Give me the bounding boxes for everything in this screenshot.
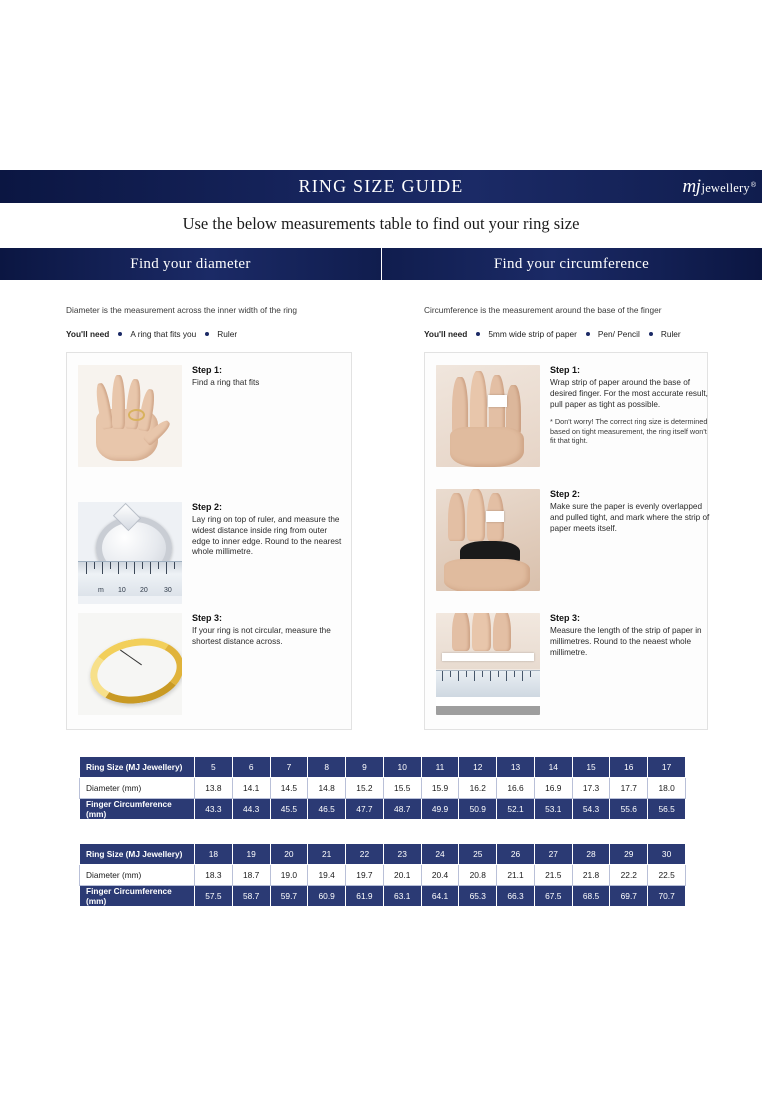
cell-circumference: 60.9 bbox=[308, 886, 346, 907]
cell-diameter: 19.0 bbox=[270, 865, 308, 886]
cell-circumference: 55.6 bbox=[610, 799, 648, 820]
circumference-step-1 bbox=[436, 365, 710, 467]
table-row bbox=[80, 865, 686, 886]
circumference-need-item-0: 5mm wide strip of paper bbox=[488, 329, 577, 339]
diameter-need-item-0: A ring that fits you bbox=[130, 329, 197, 339]
cell-circumference: 44.3 bbox=[232, 799, 270, 820]
bullet-icon bbox=[118, 332, 122, 336]
diameter-step-1-title: Step 1: bbox=[192, 365, 223, 375]
cell-ring-size: 9 bbox=[346, 757, 384, 778]
diameter-step-2-body: Lay ring on top of ruler, and measure the widest distance inside ring from outer edge to inner edge. Round to the nearest whole millimetre. bbox=[192, 515, 342, 557]
table-row bbox=[80, 778, 686, 799]
row-label-circumference: Finger Circumference (mm) bbox=[80, 799, 195, 820]
cell-diameter: 22.5 bbox=[648, 865, 686, 886]
cell-diameter: 13.8 bbox=[195, 778, 233, 799]
cell-ring-size: 6 bbox=[232, 757, 270, 778]
cell-circumference: 57.5 bbox=[195, 886, 233, 907]
subtitle-row bbox=[0, 203, 762, 245]
subtitle-text: Use the below measurements table to find out your ring size bbox=[182, 214, 580, 233]
row-label-diameter: Diameter (mm) bbox=[80, 865, 195, 886]
circumference-step-2-body: Make sure the paper is evenly overlapped and pulled tight, and mark where the strip of paper meets itself. bbox=[550, 502, 710, 533]
cell-diameter: 14.5 bbox=[270, 778, 308, 799]
cell-ring-size: 10 bbox=[383, 757, 421, 778]
diameter-need-item-1: Ruler bbox=[217, 329, 238, 339]
cell-ring-size: 29 bbox=[610, 844, 648, 865]
diameter-step-1 bbox=[78, 365, 342, 467]
brand-logo bbox=[683, 176, 756, 198]
row-label-circumference: Finger Circumference (mm) bbox=[80, 886, 195, 907]
circumference-step-3 bbox=[436, 613, 710, 715]
cell-ring-size: 23 bbox=[383, 844, 421, 865]
circumference-needs-label: You'll need bbox=[424, 329, 468, 339]
header-bar bbox=[0, 170, 762, 203]
brand-jewellery-text: jewellery bbox=[701, 180, 750, 195]
ring-on-ruler-illustration: m 10 20 30 bbox=[78, 502, 182, 604]
bullet-icon bbox=[649, 332, 653, 336]
cell-ring-size: 19 bbox=[232, 844, 270, 865]
cell-ring-size: 17 bbox=[648, 757, 686, 778]
circumference-need-item-2: Ruler bbox=[660, 329, 681, 339]
cell-circumference: 59.7 bbox=[270, 886, 308, 907]
cell-diameter: 18.7 bbox=[232, 865, 270, 886]
cell-diameter: 16.9 bbox=[534, 778, 572, 799]
cell-circumference: 45.5 bbox=[270, 799, 308, 820]
circumference-step-3-title: Step 3: bbox=[550, 613, 581, 623]
cell-ring-size: 30 bbox=[648, 844, 686, 865]
cell-circumference: 43.3 bbox=[195, 799, 233, 820]
mark-paper-overlap-photo bbox=[436, 489, 540, 591]
column-divider bbox=[381, 248, 382, 280]
cell-diameter: 20.4 bbox=[421, 865, 459, 886]
circumference-step-1-body: Wrap strip of paper around the base of desired finger. For the most accurate result, pull paper as tight as possible. bbox=[550, 378, 708, 409]
size-table-1 bbox=[79, 756, 686, 820]
diameter-step-3 bbox=[78, 613, 342, 715]
wrap-paper-around-finger-photo bbox=[436, 365, 540, 467]
cell-diameter: 18.3 bbox=[195, 865, 233, 886]
gold-ring-illustration bbox=[78, 613, 182, 715]
cell-diameter: 20.8 bbox=[459, 865, 497, 886]
diameter-step-1-body: Find a ring that fits bbox=[192, 378, 260, 387]
cell-diameter: 18.0 bbox=[648, 778, 686, 799]
hand-with-ring-illustration bbox=[78, 365, 182, 467]
cell-circumference: 68.5 bbox=[572, 886, 610, 907]
column-heading-diameter: Find your diameter bbox=[0, 248, 381, 280]
row-label-diameter: Diameter (mm) bbox=[80, 778, 195, 799]
circumference-need-item-1: Pen/ Pencil bbox=[597, 329, 640, 339]
cell-ring-size: 13 bbox=[497, 757, 535, 778]
size-table-1-grid bbox=[79, 756, 686, 820]
cell-circumference: 46.5 bbox=[308, 799, 346, 820]
cell-ring-size: 25 bbox=[459, 844, 497, 865]
bullet-icon bbox=[205, 332, 209, 336]
measure-paper-with-ruler-photo bbox=[436, 613, 540, 715]
cell-ring-size: 14 bbox=[534, 757, 572, 778]
cell-diameter: 16.2 bbox=[459, 778, 497, 799]
cell-circumference: 65.3 bbox=[459, 886, 497, 907]
diameter-step-2-title: Step 2: bbox=[192, 502, 223, 512]
cell-diameter: 16.6 bbox=[497, 778, 535, 799]
diameter-intro-text: Diameter is the measurement across the inner width of the ring bbox=[66, 305, 298, 315]
brand-mj-text: mj bbox=[682, 175, 701, 197]
cell-ring-size: 18 bbox=[195, 844, 233, 865]
cell-circumference: 48.7 bbox=[383, 799, 421, 820]
cell-ring-size: 24 bbox=[421, 844, 459, 865]
cell-ring-size: 7 bbox=[270, 757, 308, 778]
cell-circumference: 56.5 bbox=[648, 799, 686, 820]
table-row bbox=[80, 844, 686, 865]
row-label-ring-size: Ring Size (MJ Jewellery) bbox=[80, 757, 195, 778]
size-table-2-grid bbox=[79, 843, 686, 907]
cell-circumference: 67.5 bbox=[534, 886, 572, 907]
cell-circumference: 69.7 bbox=[610, 886, 648, 907]
cell-circumference: 58.7 bbox=[232, 886, 270, 907]
cell-diameter: 20.1 bbox=[383, 865, 421, 886]
cell-ring-size: 26 bbox=[497, 844, 535, 865]
cell-diameter: 21.8 bbox=[572, 865, 610, 886]
cell-circumference: 52.1 bbox=[497, 799, 535, 820]
cell-ring-size: 11 bbox=[421, 757, 459, 778]
brand-registered-mark: ® bbox=[750, 181, 756, 189]
cell-circumference: 54.3 bbox=[572, 799, 610, 820]
cell-ring-size: 16 bbox=[610, 757, 648, 778]
page-title: RING SIZE GUIDE bbox=[298, 176, 464, 196]
cell-diameter: 14.8 bbox=[308, 778, 346, 799]
diameter-step-3-body: If your ring is not circular, measure the shortest distance across. bbox=[192, 626, 331, 646]
cell-circumference: 70.7 bbox=[648, 886, 686, 907]
table-row bbox=[80, 799, 686, 820]
cell-diameter: 15.2 bbox=[346, 778, 384, 799]
circumference-step-2 bbox=[436, 489, 710, 591]
cell-diameter: 22.2 bbox=[610, 865, 648, 886]
cell-diameter: 21.1 bbox=[497, 865, 535, 886]
cell-ring-size: 15 bbox=[572, 757, 610, 778]
diameter-step-3-title: Step 3: bbox=[192, 613, 223, 623]
circumference-needs-row bbox=[424, 329, 681, 339]
cell-circumference: 49.9 bbox=[421, 799, 459, 820]
cell-ring-size: 5 bbox=[195, 757, 233, 778]
cell-circumference: 66.3 bbox=[497, 886, 535, 907]
cell-circumference: 64.1 bbox=[421, 886, 459, 907]
cell-ring-size: 20 bbox=[270, 844, 308, 865]
cell-diameter: 19.4 bbox=[308, 865, 346, 886]
cell-ring-size: 12 bbox=[459, 757, 497, 778]
diameter-needs-label: You'll need bbox=[66, 329, 110, 339]
diameter-step-2 bbox=[78, 502, 342, 604]
cell-circumference: 47.7 bbox=[346, 799, 384, 820]
circumference-step-3-body: Measure the length of the strip of paper in millimetres. Round to the neaest whole millimetre. bbox=[550, 626, 702, 657]
cell-diameter: 14.1 bbox=[232, 778, 270, 799]
cell-ring-size: 8 bbox=[308, 757, 346, 778]
cell-circumference: 63.1 bbox=[383, 886, 421, 907]
table-row bbox=[80, 757, 686, 778]
circumference-step-1-title: Step 1: bbox=[550, 365, 581, 375]
cell-circumference: 61.9 bbox=[346, 886, 384, 907]
bullet-icon bbox=[586, 332, 590, 336]
cell-circumference: 53.1 bbox=[534, 799, 572, 820]
cell-ring-size: 22 bbox=[346, 844, 384, 865]
circumference-step-1-note: * Don't worry! The correct ring size is determined based on tight measurement, the ring itself won't fit that tight. bbox=[550, 417, 708, 446]
circumference-step-2-title: Step 2: bbox=[550, 489, 581, 499]
table-row bbox=[80, 886, 686, 907]
cell-diameter: 17.7 bbox=[610, 778, 648, 799]
cell-circumference: 50.9 bbox=[459, 799, 497, 820]
circumference-intro-text: Circumference is the measurement around the base of the finger bbox=[424, 305, 662, 315]
cell-diameter: 15.5 bbox=[383, 778, 421, 799]
size-table-2 bbox=[79, 843, 686, 907]
cell-ring-size: 28 bbox=[572, 844, 610, 865]
cell-ring-size: 21 bbox=[308, 844, 346, 865]
row-label-ring-size: Ring Size (MJ Jewellery) bbox=[80, 844, 195, 865]
column-heading-circumference: Find your circumference bbox=[381, 248, 762, 280]
cell-diameter: 15.9 bbox=[421, 778, 459, 799]
bullet-icon bbox=[476, 332, 480, 336]
cell-diameter: 21.5 bbox=[534, 865, 572, 886]
diameter-needs-row bbox=[66, 329, 237, 339]
cell-diameter: 17.3 bbox=[572, 778, 610, 799]
cell-ring-size: 27 bbox=[534, 844, 572, 865]
cell-diameter: 19.7 bbox=[346, 865, 384, 886]
